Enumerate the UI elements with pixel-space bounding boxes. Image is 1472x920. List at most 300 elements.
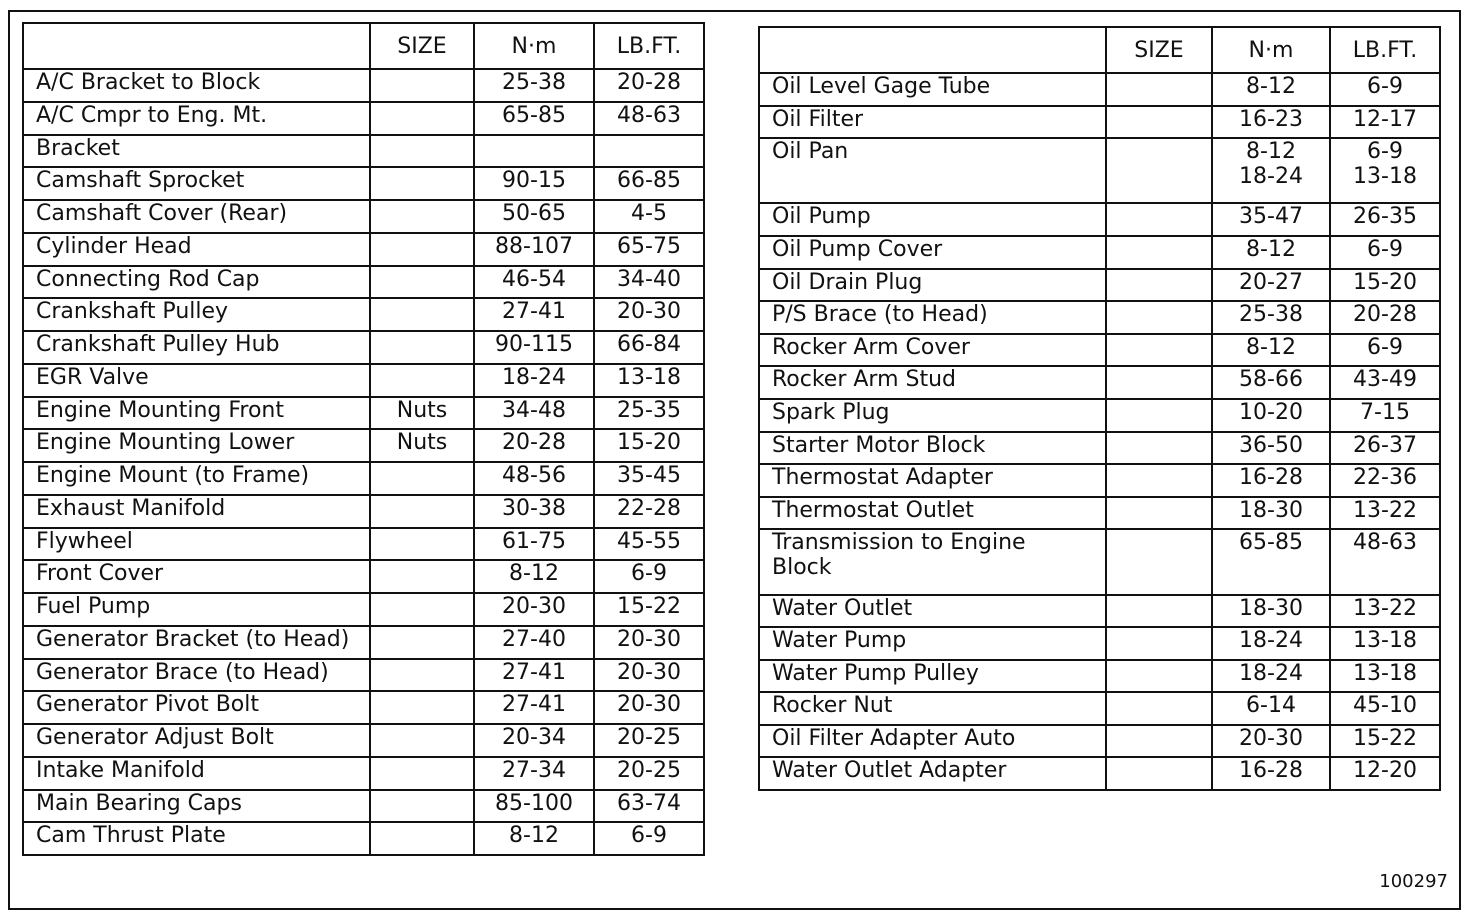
nm-cell-text: 65-85	[502, 102, 566, 128]
size-cell	[1106, 203, 1212, 236]
nm-cell-text: 65-85	[1239, 530, 1303, 556]
lbft-cell-text: 26-35	[1353, 204, 1417, 230]
lbft-cell	[594, 659, 704, 692]
lbft-cell-text: 6-9	[1367, 236, 1403, 262]
table-row	[759, 725, 1440, 758]
component-cell	[23, 331, 370, 364]
table-row	[23, 462, 704, 495]
table-row	[23, 69, 704, 102]
component-cell-text: Water Pump Pulley	[772, 660, 979, 686]
nm-cell-text: 61-75	[502, 528, 566, 554]
lbft-cell-text: 6-9	[1367, 139, 1403, 165]
nm-cell-text: 8-12	[1246, 334, 1296, 360]
header-component	[23, 23, 370, 69]
nm-cell-text: 6-14	[1246, 693, 1296, 719]
lbft-cell-text: 20-30	[617, 659, 681, 685]
header-lbft: LB.FT.	[1330, 27, 1440, 73]
table-row	[759, 692, 1440, 725]
lbft-cell	[594, 790, 704, 823]
lbft-cell-text: 43-49	[1353, 367, 1417, 393]
component-cell	[23, 593, 370, 626]
table-row	[759, 529, 1440, 594]
nm-cell-text: 8-12	[509, 823, 559, 849]
size-cell	[1106, 399, 1212, 432]
nm-cell	[1212, 399, 1330, 432]
nm-cell	[474, 233, 594, 266]
lbft-cell-text: 34-40	[617, 266, 681, 292]
lbft-cell-text: 22-28	[617, 495, 681, 521]
component-cell	[759, 692, 1106, 725]
lbft-cell-text: 20-28	[1353, 302, 1417, 328]
lbft-cell	[1330, 595, 1440, 628]
size-cell	[370, 397, 474, 430]
nm-cell-text: 90-115	[495, 332, 573, 357]
nm-cell-text: 18-24	[1239, 660, 1303, 686]
size-cell	[370, 331, 474, 364]
lbft-cell-text: 13-22	[1353, 497, 1417, 523]
lbft-cell-text: 15-20	[1353, 269, 1417, 295]
component-cell-text: Rocker Arm Stud	[772, 367, 957, 393]
lbft-cell	[1330, 73, 1440, 106]
lbft-cell	[1330, 236, 1440, 269]
nm-cell	[1212, 627, 1330, 660]
table-row	[23, 528, 704, 561]
nm-cell-text: 20-30	[502, 594, 566, 619]
component-cell-text: Rocker Nut	[772, 693, 893, 719]
component-cell	[759, 236, 1106, 269]
component-cell	[759, 757, 1106, 790]
nm-cell	[1212, 529, 1330, 594]
lbft-cell	[594, 397, 704, 430]
lbft-cell	[594, 822, 704, 855]
component-cell	[23, 233, 370, 266]
component-cell	[23, 659, 370, 692]
table-header-row	[759, 27, 1440, 73]
lbft-cell-text: 7-15	[1360, 399, 1410, 425]
nm-cell	[1212, 692, 1330, 725]
component-cell-text: Water Outlet	[772, 595, 913, 621]
nm-cell-text: 88-107	[495, 233, 573, 259]
nm-cell-text: 50-65	[502, 201, 566, 226]
table-row	[759, 432, 1440, 465]
component-cell-text: Camshaft Cover (Rear)	[36, 201, 288, 226]
table-header-row	[23, 23, 704, 69]
component-cell-text: Engine Mounting Front	[36, 397, 285, 423]
component-cell	[23, 626, 370, 659]
component-cell-text: Crankshaft Pulley Hub	[36, 332, 280, 357]
lbft-cell	[594, 233, 704, 266]
size-cell	[1106, 432, 1212, 465]
component-cell-text: Engine Mount (to Frame)	[36, 463, 310, 488]
lbft-cell	[1330, 757, 1440, 790]
lbft-cell-text: 35-45	[617, 463, 681, 488]
nm-cell-text: 20-30	[1239, 725, 1303, 751]
lbft-cell	[1330, 692, 1440, 725]
lbft-cell-text: 6-9	[631, 823, 667, 849]
lbft-cell-text: 12-17	[1353, 106, 1417, 132]
component-cell-text: Transmission to Engine	[772, 530, 1026, 556]
size-cell	[1106, 660, 1212, 693]
lbft-cell-text: 65-75	[617, 233, 681, 259]
table-row	[23, 298, 704, 331]
nm-cell-text: 58-66	[1239, 367, 1303, 393]
component-cell	[759, 203, 1106, 236]
nm-cell	[474, 135, 594, 168]
table-row	[759, 106, 1440, 139]
component-cell-text: Oil Pump	[772, 204, 871, 230]
lbft-cell	[594, 167, 704, 200]
lbft-cell	[1330, 334, 1440, 367]
size-cell	[1106, 692, 1212, 725]
lbft-cell-text-2: 13-18	[1353, 164, 1417, 190]
nm-cell	[474, 462, 594, 495]
nm-cell	[474, 790, 594, 823]
nm-cell-text: 10-20	[1239, 399, 1303, 425]
nm-cell-text: 8-12	[1246, 236, 1296, 262]
lbft-cell	[1330, 203, 1440, 236]
lbft-cell	[1330, 301, 1440, 334]
lbft-cell	[594, 691, 704, 724]
component-cell-text: Main Bearing Caps	[36, 790, 242, 816]
component-cell	[23, 200, 370, 233]
lbft-cell-text: 25-35	[617, 397, 681, 423]
table-row	[759, 138, 1440, 203]
component-cell	[23, 724, 370, 757]
component-cell	[759, 464, 1106, 497]
size-cell	[370, 69, 474, 102]
header-nm: N·m	[1212, 27, 1330, 73]
component-cell-text: A/C Bracket to Block	[36, 70, 261, 95]
lbft-cell-text: 20-25	[617, 725, 681, 750]
table-row	[23, 560, 704, 593]
table-row	[759, 366, 1440, 399]
lbft-cell-text: 15-22	[1353, 725, 1417, 751]
lbft-cell-text: 20-30	[617, 692, 681, 718]
component-cell-text: Starter Motor Block	[772, 432, 986, 458]
component-cell	[759, 334, 1106, 367]
nm-cell	[1212, 138, 1330, 203]
nm-cell-text: 27-41	[502, 299, 566, 325]
size-cell	[370, 691, 474, 724]
lbft-cell	[1330, 660, 1440, 693]
component-cell-text: Oil Filter	[772, 106, 864, 132]
lbft-cell	[594, 495, 704, 528]
nm-cell	[1212, 464, 1330, 497]
component-cell	[759, 73, 1106, 106]
size-cell	[370, 102, 474, 135]
component-cell-text: Water Pump	[772, 628, 907, 654]
component-cell-text: Exhaust Manifold	[36, 495, 226, 521]
nm-cell	[1212, 432, 1330, 465]
header-lbft: LB.FT.	[594, 23, 704, 69]
lbft-cell-text: 66-84	[617, 332, 681, 357]
size-cell-text: Nuts	[396, 430, 448, 456]
nm-cell	[1212, 497, 1330, 530]
component-cell-text: Front Cover	[36, 561, 164, 587]
header-component	[759, 27, 1106, 73]
lbft-cell-text: 48-63	[617, 102, 681, 128]
component-cell	[23, 560, 370, 593]
nm-cell-text: 25-38	[502, 70, 566, 95]
nm-cell	[474, 724, 594, 757]
nm-cell-text: 18-30	[1239, 595, 1303, 621]
nm-cell-text: 46-54	[502, 266, 566, 292]
lbft-cell	[594, 724, 704, 757]
lbft-cell	[594, 626, 704, 659]
component-cell-text: Bracket	[36, 135, 120, 161]
component-cell	[23, 429, 370, 462]
size-cell	[370, 724, 474, 757]
table-row	[759, 595, 1440, 628]
lbft-cell-text: 20-25	[617, 757, 681, 783]
table-row	[23, 102, 704, 135]
lbft-cell	[594, 331, 704, 364]
size-cell	[1106, 627, 1212, 660]
nm-cell-text: 27-34	[502, 757, 566, 783]
size-cell	[1106, 334, 1212, 367]
lbft-cell	[1330, 138, 1440, 203]
size-cell	[370, 626, 474, 659]
size-cell	[1106, 366, 1212, 399]
component-cell	[759, 627, 1106, 660]
lbft-cell	[594, 429, 704, 462]
table-row	[23, 691, 704, 724]
table-row	[23, 757, 704, 790]
component-cell-text: Cam Thrust Plate	[36, 823, 226, 849]
nm-cell	[1212, 757, 1330, 790]
table-row	[23, 397, 704, 430]
figure-id: 100297	[1379, 871, 1448, 892]
component-cell	[759, 106, 1106, 139]
table-row	[759, 497, 1440, 530]
nm-cell	[474, 757, 594, 790]
component-cell	[759, 138, 1106, 203]
size-cell	[370, 822, 474, 855]
table-row	[759, 301, 1440, 334]
nm-cell-text: 90-15	[502, 168, 566, 194]
nm-cell	[1212, 595, 1330, 628]
nm-cell	[474, 822, 594, 855]
component-cell-text: Flywheel	[36, 528, 133, 554]
nm-cell-text: 18-24	[1239, 628, 1303, 654]
size-cell	[1106, 725, 1212, 758]
lbft-cell-text: 20-30	[617, 626, 681, 652]
table-row	[23, 167, 704, 200]
component-cell	[23, 69, 370, 102]
component-cell	[759, 595, 1106, 628]
lbft-cell-text: 20-30	[617, 299, 681, 325]
lbft-cell-text: 45-10	[1353, 693, 1417, 719]
table-row	[759, 73, 1440, 106]
size-cell	[370, 495, 474, 528]
table-row	[759, 269, 1440, 302]
lbft-cell-text: 4-5	[631, 201, 667, 226]
component-cell	[759, 366, 1106, 399]
table-row	[759, 660, 1440, 693]
nm-cell	[1212, 73, 1330, 106]
size-cell	[370, 528, 474, 561]
table-row	[23, 790, 704, 823]
table-row	[23, 724, 704, 757]
nm-cell	[474, 626, 594, 659]
component-cell	[23, 495, 370, 528]
torque-table-left	[22, 22, 705, 856]
nm-cell-text: 8-12	[509, 561, 559, 587]
lbft-cell	[594, 593, 704, 626]
table-row	[23, 331, 704, 364]
lbft-cell-text: 13-18	[617, 364, 681, 390]
lbft-cell	[1330, 106, 1440, 139]
size-cell	[370, 429, 474, 462]
lbft-cell-text: 13-18	[1353, 660, 1417, 686]
nm-cell	[1212, 725, 1330, 758]
table-row	[759, 464, 1440, 497]
size-cell	[370, 266, 474, 299]
lbft-cell-text: 6-9	[1367, 74, 1403, 99]
nm-cell	[1212, 236, 1330, 269]
component-cell	[759, 660, 1106, 693]
nm-cell-text: 8-12	[1246, 74, 1296, 99]
table-row	[759, 236, 1440, 269]
size-cell	[1106, 595, 1212, 628]
size-cell	[370, 135, 474, 168]
lbft-cell-text: 22-36	[1353, 465, 1417, 491]
nm-cell	[474, 528, 594, 561]
component-cell	[23, 822, 370, 855]
lbft-cell-text: 20-28	[617, 70, 681, 95]
size-cell	[370, 593, 474, 626]
torque-table-right	[758, 26, 1441, 791]
lbft-cell-text: 45-55	[617, 528, 681, 554]
nm-cell	[474, 691, 594, 724]
lbft-cell-text: 6-9	[631, 561, 667, 587]
size-cell-text: Nuts	[396, 397, 448, 423]
nm-cell-text-2: 18-24	[1239, 164, 1303, 190]
component-cell-text: Spark Plug	[772, 399, 890, 425]
table-row	[759, 399, 1440, 432]
size-cell	[1106, 106, 1212, 139]
nm-cell-text: 27-41	[502, 692, 566, 718]
component-cell	[23, 462, 370, 495]
nm-cell	[474, 266, 594, 299]
lbft-cell-text: 15-20	[617, 430, 681, 456]
nm-cell-text: 35-47	[1239, 204, 1303, 230]
component-cell-text: Generator Adjust Bolt	[36, 725, 274, 750]
component-cell-text: Oil Pump Cover	[772, 236, 943, 262]
component-cell	[759, 725, 1106, 758]
component-cell	[759, 497, 1106, 530]
lbft-cell	[1330, 529, 1440, 594]
nm-cell	[474, 298, 594, 331]
size-cell	[1106, 236, 1212, 269]
lbft-cell	[594, 266, 704, 299]
lbft-cell-text: 6-9	[1367, 334, 1403, 360]
lbft-cell	[594, 528, 704, 561]
lbft-cell-text: 12-20	[1353, 758, 1417, 784]
nm-cell	[1212, 203, 1330, 236]
component-cell-text: Generator Pivot Bolt	[36, 692, 259, 718]
nm-cell	[1212, 366, 1330, 399]
lbft-cell	[1330, 627, 1440, 660]
table-row	[23, 429, 704, 462]
component-cell-text: Intake Manifold	[36, 757, 205, 783]
component-cell-text: Oil Pan	[772, 139, 849, 165]
lbft-cell	[1330, 366, 1440, 399]
nm-cell	[1212, 106, 1330, 139]
nm-cell-text: 16-23	[1239, 106, 1303, 132]
lbft-cell	[1330, 269, 1440, 302]
nm-cell-text: 30-38	[502, 495, 566, 521]
component-cell-text: Oil Drain Plug	[772, 269, 923, 295]
nm-cell	[1212, 660, 1330, 693]
nm-cell-text: 36-50	[1239, 432, 1303, 458]
component-cell	[23, 528, 370, 561]
lbft-cell-text: 13-18	[1353, 628, 1417, 654]
size-cell	[370, 462, 474, 495]
component-cell	[23, 397, 370, 430]
size-cell	[370, 167, 474, 200]
nm-cell	[1212, 334, 1330, 367]
lbft-cell	[594, 462, 704, 495]
nm-cell-text: 48-56	[502, 463, 566, 488]
component-cell-text: Generator Bracket (to Head)	[36, 626, 350, 652]
table-row	[759, 203, 1440, 236]
lbft-cell-text: 26-37	[1353, 432, 1417, 458]
lbft-cell	[1330, 464, 1440, 497]
nm-cell-text: 20-34	[502, 725, 566, 750]
component-cell-text: Crankshaft Pulley	[36, 299, 229, 325]
component-cell	[23, 364, 370, 397]
lbft-cell-text: 66-85	[617, 168, 681, 194]
component-cell	[23, 135, 370, 168]
nm-cell-text: 20-28	[502, 430, 566, 456]
lbft-cell-text: 15-22	[617, 594, 681, 619]
component-cell-text: Connecting Rod Cap	[36, 266, 260, 292]
component-cell-text: Oil Level Gage Tube	[772, 74, 991, 99]
component-cell	[759, 529, 1106, 594]
size-cell	[1106, 757, 1212, 790]
component-cell	[759, 269, 1106, 302]
table-row	[759, 757, 1440, 790]
header-size: SIZE	[370, 23, 474, 69]
lbft-cell	[1330, 497, 1440, 530]
component-cell-text: Cylinder Head	[36, 233, 192, 259]
size-cell	[370, 298, 474, 331]
size-cell	[1106, 529, 1212, 594]
component-cell	[23, 790, 370, 823]
table-row	[23, 495, 704, 528]
component-cell-text: Fuel Pump	[36, 594, 151, 619]
nm-cell	[1212, 301, 1330, 334]
nm-cell-text: 18-30	[1239, 497, 1303, 523]
nm-cell-text: 20-27	[1239, 269, 1303, 295]
lbft-cell	[594, 69, 704, 102]
header-size: SIZE	[1106, 27, 1212, 73]
nm-cell	[474, 659, 594, 692]
nm-cell	[474, 102, 594, 135]
component-cell	[759, 301, 1106, 334]
size-cell	[1106, 301, 1212, 334]
nm-cell	[474, 593, 594, 626]
nm-cell	[474, 429, 594, 462]
component-cell	[23, 757, 370, 790]
lbft-cell	[1330, 432, 1440, 465]
nm-cell	[1212, 269, 1330, 302]
nm-cell-text: 16-28	[1239, 758, 1303, 784]
nm-cell-text: 27-41	[502, 659, 566, 685]
nm-cell-text: 34-48	[502, 397, 566, 423]
header-nm: N·m	[474, 23, 594, 69]
